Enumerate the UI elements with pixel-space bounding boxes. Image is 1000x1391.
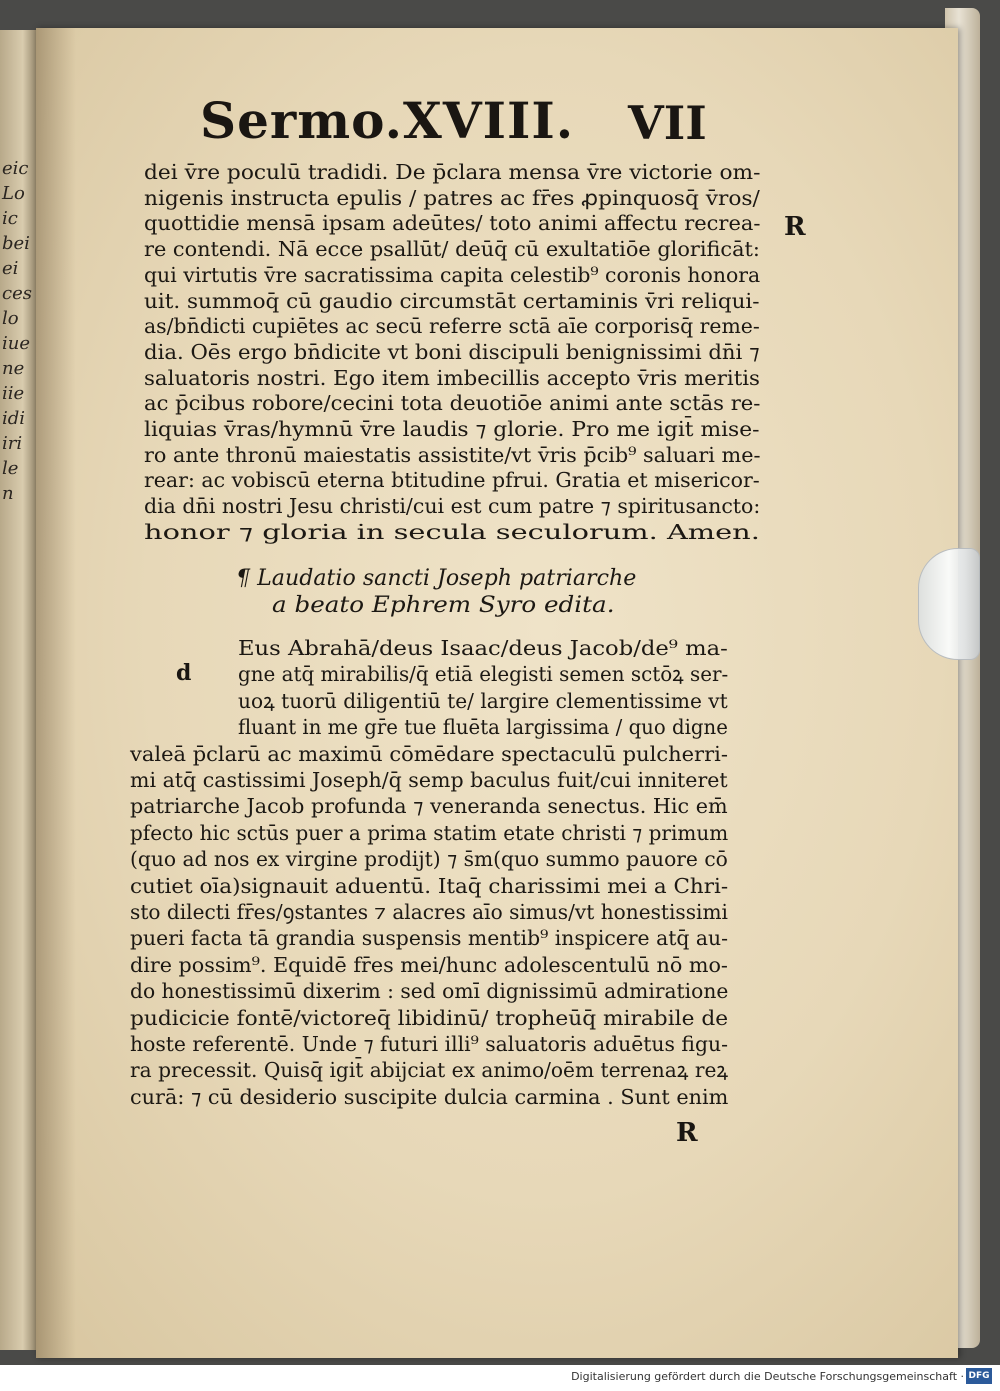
text-line: nigenis instructa epulis / patres ac fr̄es ꝓpinquosq̄ v̄ros/ bbox=[144, 185, 760, 210]
text-line: ro ante thronū maiestatis assistite/vt v̄ris p̄cib⁹ saluari me- bbox=[144, 442, 761, 467]
facing-page-fragment: iue bbox=[2, 333, 31, 354]
text-line: do honestissimū dixerim : sed omī dignissimū admiratione bbox=[130, 979, 729, 1004]
running-title: Sermo.XVIII. bbox=[200, 91, 575, 150]
text-line: pudicicie fontē/victoreq̄ libidinū/ tropheūq̄ mirabile de bbox=[130, 1005, 729, 1030]
text-line: sto dilecti fr̄es/ꝯstantes ⁊ alacres aīo simus/vt honestissimi bbox=[130, 900, 728, 924]
text-line: valeā p̄clarū ac maximū cōmēdare spectaculū pulcherri- bbox=[130, 741, 728, 766]
text-line: dia dn̄i nostri Jesu christi/cui est cum patre ⁊ spiritusancto: bbox=[144, 494, 761, 519]
text-line: as/bn̄dicti cupiētes ac secū referre sctā aīe corporisq̄ reme- bbox=[144, 314, 760, 339]
text-line: dei v̄re poculū tradidi. De p̄clara mensa v̄re victorie om- bbox=[144, 160, 761, 184]
facing-page-fragment: ic bbox=[2, 208, 18, 229]
text-line: ac p̄cibus robore/cecini tota deuotiōe animi ante sctās re- bbox=[144, 391, 761, 416]
text-line: rear: ac vobiscū eterna btitudine pfrui. Gratia et misericor- bbox=[144, 468, 760, 493]
facing-page-fragment: bei bbox=[2, 233, 30, 254]
text-line: Eus Abrahā/deus Isaac/deus Jacob/de⁹ ma- bbox=[238, 636, 728, 660]
text-line: uoꝝ tuorū diligentiū te/ largire clementissime vt bbox=[238, 688, 728, 713]
text-line: pfecto hic sctūs puer a prima statim etate christi ⁊ primum bbox=[130, 820, 729, 845]
facing-page-fragment: ei bbox=[2, 258, 19, 279]
text-line: uit. summoq̄ cū gaudio circumstāt certaminis v̄ri reliqui- bbox=[144, 288, 760, 313]
section-heading-line: ¶ Laudatio sancti Joseph patriarche bbox=[236, 566, 637, 591]
facing-page-edge bbox=[0, 30, 38, 1350]
facing-page-fragment: ces bbox=[2, 283, 32, 304]
text-line: fluant in me gr̄e tue fluēta largissima / quo digne bbox=[238, 715, 728, 740]
text-line: liquias v̄ras/hymnū v̄re laudis ⁊ glorie. Pro me igit̄ mise- bbox=[144, 417, 760, 441]
facing-page-fragment: idi bbox=[2, 408, 26, 429]
facing-page-fragment: lo bbox=[2, 308, 19, 329]
facing-page-fragment: ne bbox=[2, 358, 25, 379]
facing-page-fragment: eic bbox=[2, 158, 29, 179]
text-line: hoste referentē. Unde ⁊ futuri illi⁹ saluatoris aduētus figu- bbox=[130, 1032, 728, 1056]
text-line: dia. Oēs ergo bn̄dicite vt boni discipuli benignissimi dn̄i ⁊ bbox=[144, 339, 760, 364]
dfg-logo: DFG bbox=[966, 1368, 992, 1384]
text-line: saluatoris nostri. Ego item imbecillis accepto v̄ris meritis bbox=[144, 365, 760, 390]
text-line: patriarche Jacob profunda ⁊ veneranda senectus. Hic em̄ bbox=[130, 794, 728, 819]
facing-page-fragment: iie bbox=[2, 383, 25, 404]
text-line: gne atq̄ mirabilis/q̄ etiā elegisti semen sctōꝝ ser- bbox=[238, 662, 729, 687]
text-line: curā: ⁊ cū desiderio suscipite dulcia carmina . Sunt enim bbox=[130, 1084, 729, 1109]
facing-page-fragment: Lo bbox=[2, 183, 25, 204]
page-gutter-shadow bbox=[36, 28, 76, 1358]
text-line: re contendi. Nā ecce psallūt/ deūq̄ cū exultatiōe glorificāt: bbox=[144, 237, 760, 262]
margin-mark-r: R bbox=[784, 212, 806, 242]
text-line: honor ⁊ gloria in secula seculorum. Amen. bbox=[144, 519, 760, 544]
text-line: mi atq̄ castissimi Joseph/q̄ semp baculus fuit/cui inniteret bbox=[130, 768, 728, 792]
text-line: (quo ad nos ex virgine prodijt) ⁊ s̄m(quo summo pauore cō bbox=[130, 847, 728, 872]
text-line: ra precessit. Quisq̄ igit̄ abijciat ex animo/oēm terrenaꝝ reꝝ bbox=[130, 1058, 729, 1083]
text-line: pueri facta tā grandia suspensis mentib⁹ inspicere atq̄ au- bbox=[130, 926, 729, 951]
facing-page-fragment: le bbox=[2, 458, 19, 479]
facing-page-fragment: n bbox=[2, 483, 14, 504]
facing-page-fragment: iri bbox=[2, 433, 23, 454]
section-heading-line: a beato Ephrem Syro edita. bbox=[272, 593, 615, 618]
text-line: cutiet oīa)signauit aduentū. Itaq̄ charissimi mei a Chri- bbox=[130, 873, 729, 898]
page-clip bbox=[918, 548, 980, 660]
folio-number: VII bbox=[628, 96, 707, 150]
catchword: R bbox=[676, 1118, 698, 1148]
funding-credit: Digitalisierung gefördert durch die Deutsche Forschungsgemeinschaft · bbox=[571, 1370, 964, 1383]
text-line: dire possim⁹. Equidē fr̄es mei/hunc adolescentulū nō mo- bbox=[130, 952, 728, 977]
margin-mark-d: d bbox=[176, 660, 192, 686]
text-line: qui virtutis v̄re sacratissima capita celestib⁹ coronis honora bbox=[144, 262, 761, 287]
text-line: quottidie mensā ipsam adeūtes/ toto animi affectu recrea- bbox=[144, 211, 761, 236]
